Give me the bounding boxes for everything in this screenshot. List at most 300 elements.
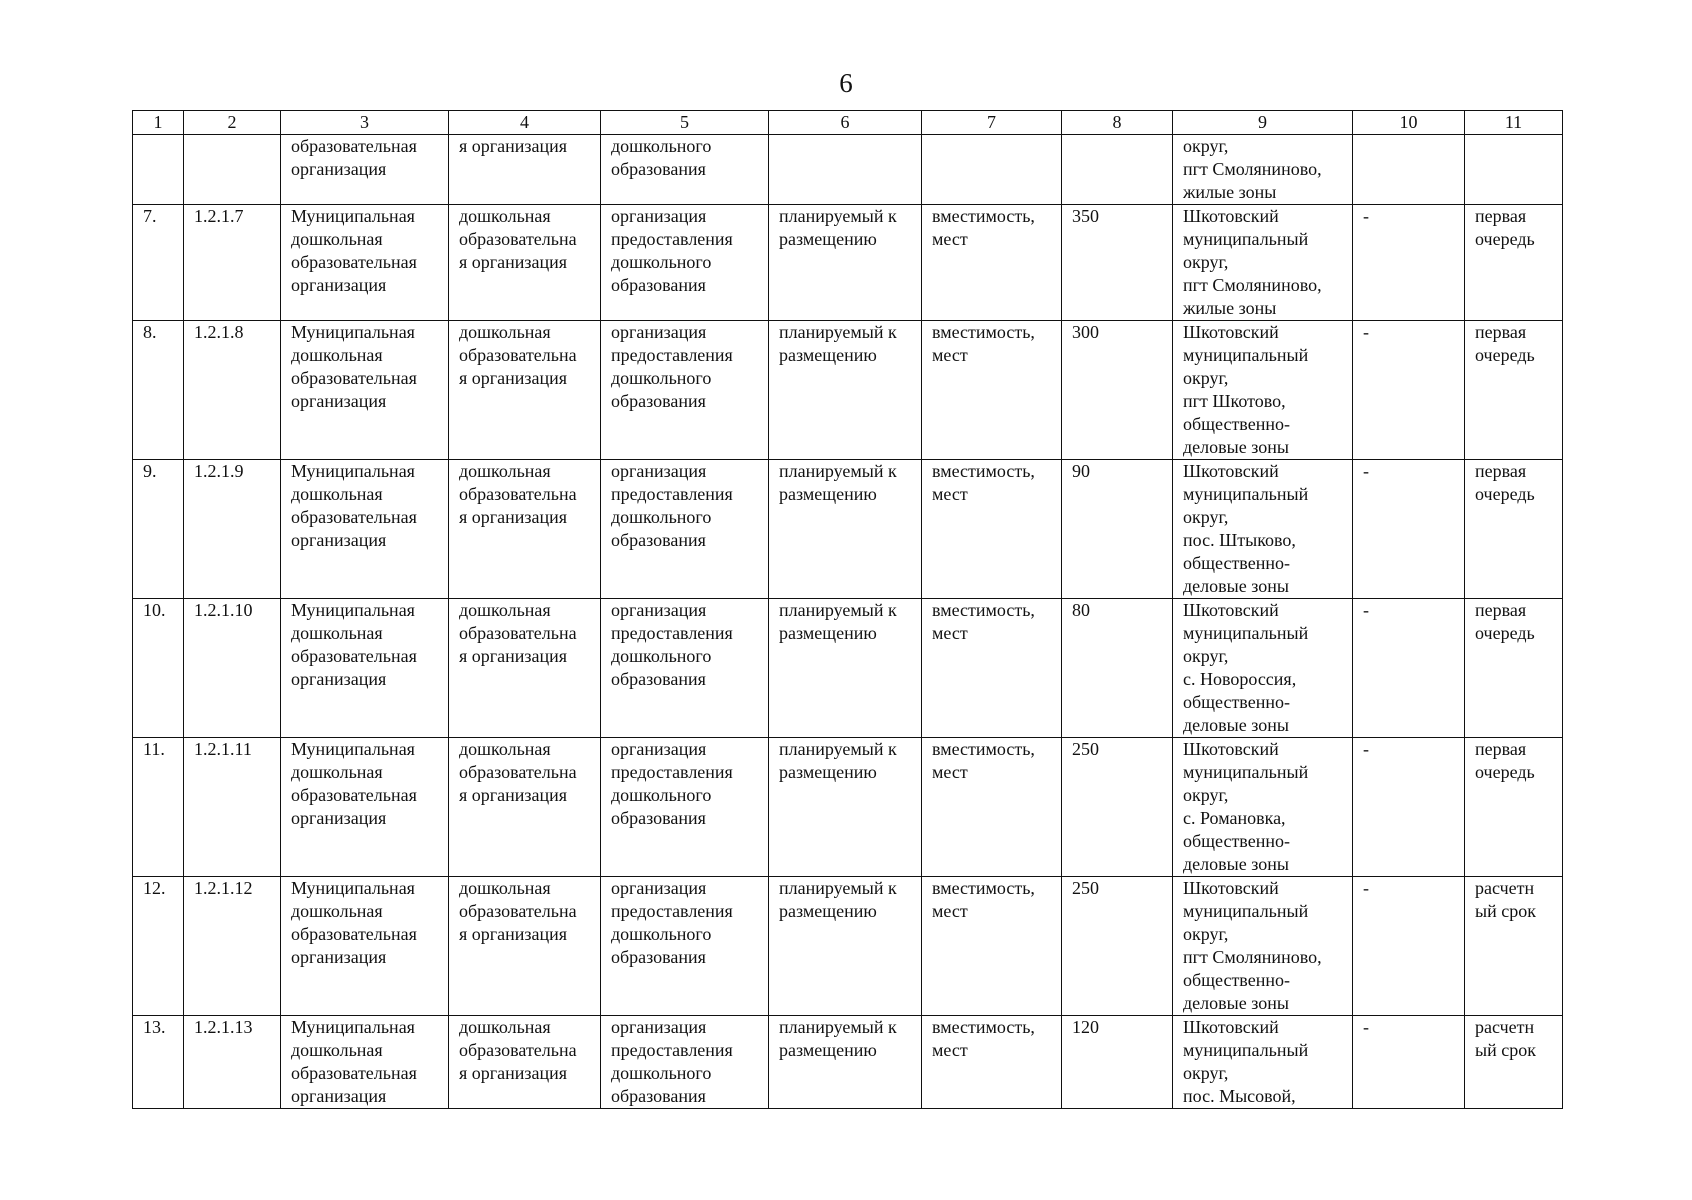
cell-text-line: общественно- — [1183, 831, 1290, 851]
cell-text-line: размещению — [779, 623, 877, 643]
cell-text-line: образования — [611, 947, 706, 967]
cell-text-line: образовательная — [291, 924, 417, 944]
table-cell-col-8 — [1062, 599, 1173, 738]
cell-text-line: дошкольная — [459, 878, 551, 898]
table-cell-col-4 — [449, 738, 601, 877]
table-cell-col-1 — [133, 599, 184, 738]
cell-text-line: я организация — [459, 924, 568, 944]
cell-text-line: образования — [611, 808, 706, 828]
cell-text-line: дошкольная — [291, 1040, 383, 1060]
cell-text-line: 120 — [1072, 1017, 1099, 1037]
table-cell-col-10 — [1353, 599, 1465, 738]
table-body — [133, 135, 1563, 1109]
table-cell-col-3 — [281, 321, 449, 460]
header-cell-7: 7 — [922, 111, 1062, 135]
cell-text-line: вместимость, — [932, 461, 1035, 481]
table-cell-col-1 — [133, 738, 184, 877]
header-cell-6: 6 — [769, 111, 922, 135]
cell-text-line: первая — [1475, 600, 1527, 620]
cell-text-line: планируемый к — [779, 739, 897, 759]
table-cell-col-7 — [922, 1016, 1062, 1109]
cell-text-line: предоставления — [611, 762, 733, 782]
cell-text-line: муниципальный — [1183, 901, 1309, 921]
table-cell-col-1 — [133, 877, 184, 1016]
table-cell-col-11 — [1465, 738, 1563, 877]
cell-text-line: Шкотовский — [1183, 878, 1279, 898]
cell-text-line: вместимость, — [932, 1017, 1035, 1037]
cell-text-line: пгт Смоляниново, — [1183, 275, 1322, 295]
cell-text-line: размещению — [779, 1040, 877, 1060]
table-cell-col-8 — [1062, 321, 1173, 460]
cell-text-line: - — [1363, 739, 1369, 759]
table-cell-col-4 — [449, 877, 601, 1016]
table-cell-col-8 — [1062, 1016, 1173, 1109]
cell-text-line: образовательна — [459, 345, 577, 365]
cell-text-line: мест — [932, 1040, 968, 1060]
table-header — [133, 111, 1563, 135]
table-cell-col-11 — [1465, 205, 1563, 321]
cell-text-line: очередь — [1475, 762, 1535, 782]
table-cell-col-1 — [133, 1016, 184, 1109]
table-cell-col-10 — [1353, 877, 1465, 1016]
cell-text-line: 9. — [143, 461, 157, 481]
cell-text-line: дошкольная — [459, 322, 551, 342]
cell-text-line: мест — [932, 345, 968, 365]
cell-text-line: общественно- — [1183, 414, 1290, 434]
table-cell-col-6 — [769, 1016, 922, 1109]
header-cell-11: 11 — [1465, 111, 1563, 135]
table-cell-col-7 — [922, 321, 1062, 460]
table-cell-col-7 — [922, 135, 1062, 205]
cell-text-line: дошкольного — [611, 646, 712, 666]
header-cell-5: 5 — [601, 111, 769, 135]
table-cell-col-7 — [922, 205, 1062, 321]
cell-text-line: 1.2.1.7 — [194, 206, 244, 226]
table-cell-col-1 — [133, 460, 184, 599]
cell-text-line: Муниципальная — [291, 739, 415, 759]
header-cell-1: 1 — [133, 111, 184, 135]
header-cell-3: 3 — [281, 111, 449, 135]
table-cell-col-3 — [281, 1016, 449, 1109]
cell-text-line: я организация — [459, 646, 568, 666]
table-cell-col-8 — [1062, 135, 1173, 205]
header-cell-9: 9 — [1173, 111, 1353, 135]
cell-text-line: я организация — [459, 136, 568, 156]
table-row — [133, 135, 1563, 205]
cell-text-line: вместимость, — [932, 739, 1035, 759]
cell-text-line: образования — [611, 530, 706, 550]
planning-table — [132, 110, 1563, 1109]
cell-text-line: очередь — [1475, 229, 1535, 249]
cell-text-line: образовательная — [291, 1063, 417, 1083]
cell-text-line: предоставления — [611, 623, 733, 643]
cell-text-line: образовательная — [291, 368, 417, 388]
table-cell-col-5 — [601, 599, 769, 738]
cell-text-line: организация — [291, 159, 387, 179]
table-cell-col-5 — [601, 460, 769, 599]
table-cell-col-3 — [281, 877, 449, 1016]
cell-text-line: дошкольная — [291, 229, 383, 249]
table-cell-col-10 — [1353, 460, 1465, 599]
cell-text-line: дошкольная — [291, 762, 383, 782]
cell-text-line: вместимость, — [932, 322, 1035, 342]
cell-text-line: расчетн — [1475, 1017, 1535, 1037]
cell-text-line: 80 — [1072, 600, 1090, 620]
cell-text-line: размещению — [779, 345, 877, 365]
cell-text-line: 12. — [143, 878, 166, 898]
table-cell-col-2 — [184, 877, 281, 1016]
cell-text-line: планируемый к — [779, 1017, 897, 1037]
table-cell-col-4 — [449, 1016, 601, 1109]
table-cell-col-5 — [601, 321, 769, 460]
cell-text-line: 13. — [143, 1017, 166, 1037]
cell-text-line: 1.2.1.13 — [194, 1017, 253, 1037]
cell-text-line: я организация — [459, 507, 568, 527]
table-cell-col-1 — [133, 205, 184, 321]
cell-text-line: дошкольная — [291, 345, 383, 365]
cell-text-line: 1.2.1.11 — [194, 739, 252, 759]
table-cell-col-8 — [1062, 205, 1173, 321]
cell-text-line: пгт Смоляниново, — [1183, 159, 1322, 179]
cell-text-line: общественно- — [1183, 970, 1290, 990]
cell-text-line: образования — [611, 275, 706, 295]
cell-text-line: - — [1363, 322, 1369, 342]
table-cell-col-8 — [1062, 738, 1173, 877]
cell-text-line: мест — [932, 762, 968, 782]
cell-text-line: образовательна — [459, 901, 577, 921]
cell-text-line: Шкотовский — [1183, 600, 1279, 620]
cell-text-line: 1.2.1.9 — [194, 461, 244, 481]
table-cell-col-6 — [769, 135, 922, 205]
table-cell-col-2 — [184, 460, 281, 599]
cell-text-line: деловые зоны — [1183, 437, 1289, 457]
cell-text-line: образовательна — [459, 484, 577, 504]
cell-text-line: муниципальный — [1183, 762, 1309, 782]
cell-text-line: мест — [932, 901, 968, 921]
table-row — [133, 1016, 1563, 1109]
cell-text-line: 8. — [143, 322, 157, 342]
cell-text-line: 300 — [1072, 322, 1099, 342]
cell-text-line: 11. — [143, 739, 165, 759]
cell-text-line: организация — [291, 391, 387, 411]
cell-text-line: 90 — [1072, 461, 1090, 481]
table-cell-col-11 — [1465, 599, 1563, 738]
cell-text-line: предоставления — [611, 484, 733, 504]
cell-text-line: образования — [611, 391, 706, 411]
table-cell-col-9 — [1173, 1016, 1353, 1109]
cell-text-line: организация — [291, 669, 387, 689]
cell-text-line: общественно- — [1183, 692, 1290, 712]
page-number: 6 — [839, 68, 853, 98]
cell-text-line: очередь — [1475, 484, 1535, 504]
table-cell-col-1 — [133, 321, 184, 460]
cell-text-line: пос. Мысовой, — [1183, 1086, 1296, 1106]
cell-text-line: 1.2.1.12 — [194, 878, 253, 898]
cell-text-line: планируемый к — [779, 206, 897, 226]
table-cell-col-7 — [922, 460, 1062, 599]
cell-text-line: округ, — [1183, 252, 1229, 272]
cell-text-line: дошкольного — [611, 136, 712, 156]
cell-text-line: размещению — [779, 484, 877, 504]
cell-text-line: очередь — [1475, 345, 1535, 365]
table-cell-col-5 — [601, 1016, 769, 1109]
cell-text-line: округ, — [1183, 785, 1229, 805]
table-cell-col-3 — [281, 460, 449, 599]
cell-text-line: планируемый к — [779, 322, 897, 342]
cell-text-line: планируемый к — [779, 461, 897, 481]
cell-text-line: размещению — [779, 762, 877, 782]
cell-text-line: организация — [291, 808, 387, 828]
cell-text-line: размещению — [779, 229, 877, 249]
table-cell-col-11 — [1465, 135, 1563, 205]
cell-text-line: организация — [291, 275, 387, 295]
cell-text-line: организация — [611, 1017, 707, 1037]
table-cell-col-9 — [1173, 877, 1353, 1016]
cell-text-line: муниципальный — [1183, 229, 1309, 249]
cell-text-line: 350 — [1072, 206, 1099, 226]
table-cell-col-7 — [922, 738, 1062, 877]
table-cell-col-9 — [1173, 135, 1353, 205]
cell-text-line: Шкотовский — [1183, 1017, 1279, 1037]
table-cell-col-3 — [281, 135, 449, 205]
cell-text-line: деловые зоны — [1183, 993, 1289, 1013]
table-cell-col-1 — [133, 135, 184, 205]
table-row — [133, 321, 1563, 460]
cell-text-line: дошкольного — [611, 785, 712, 805]
cell-text-line: предоставления — [611, 901, 733, 921]
cell-text-line: ый срок — [1475, 901, 1536, 921]
cell-text-line: первая — [1475, 739, 1527, 759]
table-cell-col-9 — [1173, 205, 1353, 321]
cell-text-line: мест — [932, 484, 968, 504]
table-cell-col-6 — [769, 877, 922, 1016]
table-cell-col-9 — [1173, 460, 1353, 599]
table-cell-col-2 — [184, 205, 281, 321]
table-row — [133, 877, 1563, 1016]
cell-text-line: организация — [611, 461, 707, 481]
table-cell-col-10 — [1353, 321, 1465, 460]
cell-text-line: дошкольная — [459, 600, 551, 620]
cell-text-line: дошкольная — [459, 739, 551, 759]
table-cell-col-10 — [1353, 205, 1465, 321]
table-cell-col-4 — [449, 321, 601, 460]
cell-text-line: муниципальный — [1183, 345, 1309, 365]
table-cell-col-6 — [769, 205, 922, 321]
table-cell-col-10 — [1353, 1016, 1465, 1109]
cell-text-line: я организация — [459, 1063, 568, 1083]
cell-text-line: очередь — [1475, 623, 1535, 643]
cell-text-line: деловые зоны — [1183, 854, 1289, 874]
cell-text-line: дошкольного — [611, 252, 712, 272]
cell-text-line: дошкольного — [611, 1063, 712, 1083]
table-cell-col-2 — [184, 738, 281, 877]
cell-text-line: я организация — [459, 252, 568, 272]
cell-text-line: Муниципальная — [291, 600, 415, 620]
cell-text-line: планируемый к — [779, 878, 897, 898]
table-cell-col-9 — [1173, 738, 1353, 877]
table-cell-col-4 — [449, 205, 601, 321]
cell-text-line: муниципальный — [1183, 1040, 1309, 1060]
table-cell-col-6 — [769, 460, 922, 599]
header-cell-2: 2 — [184, 111, 281, 135]
cell-text-line: Шкотовский — [1183, 461, 1279, 481]
cell-text-line: мест — [932, 229, 968, 249]
cell-text-line: с. Новороссия, — [1183, 669, 1297, 689]
cell-text-line: 1.2.1.10 — [194, 600, 253, 620]
cell-text-line: муниципальный — [1183, 623, 1309, 643]
cell-text-line: организация — [611, 878, 707, 898]
cell-text-line: пгт Шкотово, — [1183, 391, 1286, 411]
cell-text-line: пгт Смоляниново, — [1183, 947, 1322, 967]
cell-text-line: дошкольного — [611, 924, 712, 944]
cell-text-line: округ, — [1183, 646, 1229, 666]
table-cell-col-5 — [601, 738, 769, 877]
cell-text-line: - — [1363, 1017, 1369, 1037]
cell-text-line: образовательная — [291, 252, 417, 272]
cell-text-line: дошкольная — [291, 901, 383, 921]
cell-text-line: вместимость, — [932, 206, 1035, 226]
cell-text-line: Муниципальная — [291, 878, 415, 898]
cell-text-line: организация — [291, 530, 387, 550]
cell-text-line: первая — [1475, 461, 1527, 481]
cell-text-line: первая — [1475, 206, 1527, 226]
table-cell-col-6 — [769, 321, 922, 460]
table-row — [133, 460, 1563, 599]
table-cell-col-9 — [1173, 599, 1353, 738]
table-cell-col-3 — [281, 599, 449, 738]
table-cell-col-4 — [449, 460, 601, 599]
cell-text-line: округ, — [1183, 1063, 1229, 1083]
table-cell-col-2 — [184, 1016, 281, 1109]
cell-text-line: Шкотовский — [1183, 739, 1279, 759]
table-cell-col-11 — [1465, 877, 1563, 1016]
table-cell-col-6 — [769, 599, 922, 738]
cell-text-line: предоставления — [611, 229, 733, 249]
cell-text-line: 1.2.1.8 — [194, 322, 244, 342]
table-cell-col-4 — [449, 599, 601, 738]
cell-text-line: вместимость, — [932, 878, 1035, 898]
table-cell-col-8 — [1062, 877, 1173, 1016]
cell-text-line: дошкольная — [459, 461, 551, 481]
cell-text-line: Шкотовский — [1183, 322, 1279, 342]
cell-text-line: образовательная — [291, 136, 417, 156]
cell-text-line: организация — [291, 947, 387, 967]
cell-text-line: мест — [932, 623, 968, 643]
cell-text-line: общественно- — [1183, 553, 1290, 573]
cell-text-line: планируемый к — [779, 600, 897, 620]
cell-text-line: жилые зоны — [1183, 298, 1277, 318]
cell-text-line: организация — [291, 1086, 387, 1106]
cell-text-line: пос. Штыково, — [1183, 530, 1296, 550]
cell-text-line: образования — [611, 1086, 706, 1106]
cell-text-line: размещению — [779, 901, 877, 921]
table-row — [133, 599, 1563, 738]
cell-text-line: организация — [611, 739, 707, 759]
cell-text-line: 250 — [1072, 739, 1099, 759]
cell-text-line: деловые зоны — [1183, 715, 1289, 735]
cell-text-line: первая — [1475, 322, 1527, 342]
cell-text-line: - — [1363, 878, 1369, 898]
table-cell-col-3 — [281, 205, 449, 321]
cell-text-line: округ, — [1183, 136, 1229, 156]
cell-text-line: - — [1363, 461, 1369, 481]
cell-text-line: организация — [611, 600, 707, 620]
header-row — [133, 111, 1563, 135]
cell-text-line: предоставления — [611, 345, 733, 365]
cell-text-line: я организация — [459, 368, 568, 388]
cell-text-line: 10. — [143, 600, 166, 620]
cell-text-line: образовательная — [291, 785, 417, 805]
cell-text-line: муниципальный — [1183, 484, 1309, 504]
table-cell-col-7 — [922, 877, 1062, 1016]
table-cell-col-11 — [1465, 321, 1563, 460]
cell-text-line: образовательна — [459, 623, 577, 643]
cell-text-line: вместимость, — [932, 600, 1035, 620]
cell-text-line: организация — [611, 206, 707, 226]
cell-text-line: дошкольная — [291, 484, 383, 504]
table-cell-col-8 — [1062, 460, 1173, 599]
cell-text-line: Муниципальная — [291, 206, 415, 226]
table-cell-col-11 — [1465, 460, 1563, 599]
cell-text-line: предоставления — [611, 1040, 733, 1060]
table-cell-col-3 — [281, 738, 449, 877]
cell-text-line: образовательна — [459, 762, 577, 782]
table-cell-col-7 — [922, 599, 1062, 738]
cell-text-line: дошкольная — [459, 206, 551, 226]
header-cell-8: 8 — [1062, 111, 1173, 135]
cell-text-line: с. Романовка, — [1183, 808, 1286, 828]
cell-text-line: ый срок — [1475, 1040, 1536, 1060]
cell-text-line: жилые зоны — [1183, 182, 1277, 202]
table-cell-col-5 — [601, 135, 769, 205]
table-row — [133, 205, 1563, 321]
cell-text-line: дошкольного — [611, 368, 712, 388]
cell-text-line: дошкольная — [291, 623, 383, 643]
table-cell-col-2 — [184, 135, 281, 205]
cell-text-line: Муниципальная — [291, 1017, 415, 1037]
cell-text-line: организация — [611, 322, 707, 342]
cell-text-line: деловые зоны — [1183, 576, 1289, 596]
table-cell-col-2 — [184, 599, 281, 738]
cell-text-line: 7. — [143, 206, 157, 226]
cell-text-line: дошкольного — [611, 507, 712, 527]
cell-text-line: образовательна — [459, 1040, 577, 1060]
cell-text-line: образования — [611, 159, 706, 179]
cell-text-line: - — [1363, 600, 1369, 620]
table-cell-col-2 — [184, 321, 281, 460]
cell-text-line: 250 — [1072, 878, 1099, 898]
cell-text-line: образовательна — [459, 229, 577, 249]
cell-text-line: образовательная — [291, 646, 417, 666]
table-cell-col-10 — [1353, 738, 1465, 877]
cell-text-line: округ, — [1183, 924, 1229, 944]
table-cell-col-11 — [1465, 1016, 1563, 1109]
cell-text-line: я организация — [459, 785, 568, 805]
cell-text-line: - — [1363, 206, 1369, 226]
table-cell-col-5 — [601, 877, 769, 1016]
cell-text-line: округ, — [1183, 368, 1229, 388]
table-cell-col-4 — [449, 135, 601, 205]
cell-text-line: расчетн — [1475, 878, 1535, 898]
table-cell-col-5 — [601, 205, 769, 321]
cell-text-line: Муниципальная — [291, 461, 415, 481]
cell-text-line: округ, — [1183, 507, 1229, 527]
table-cell-col-10 — [1353, 135, 1465, 205]
cell-text-line: Муниципальная — [291, 322, 415, 342]
cell-text-line: образования — [611, 669, 706, 689]
header-cell-10: 10 — [1353, 111, 1465, 135]
table-cell-col-6 — [769, 738, 922, 877]
